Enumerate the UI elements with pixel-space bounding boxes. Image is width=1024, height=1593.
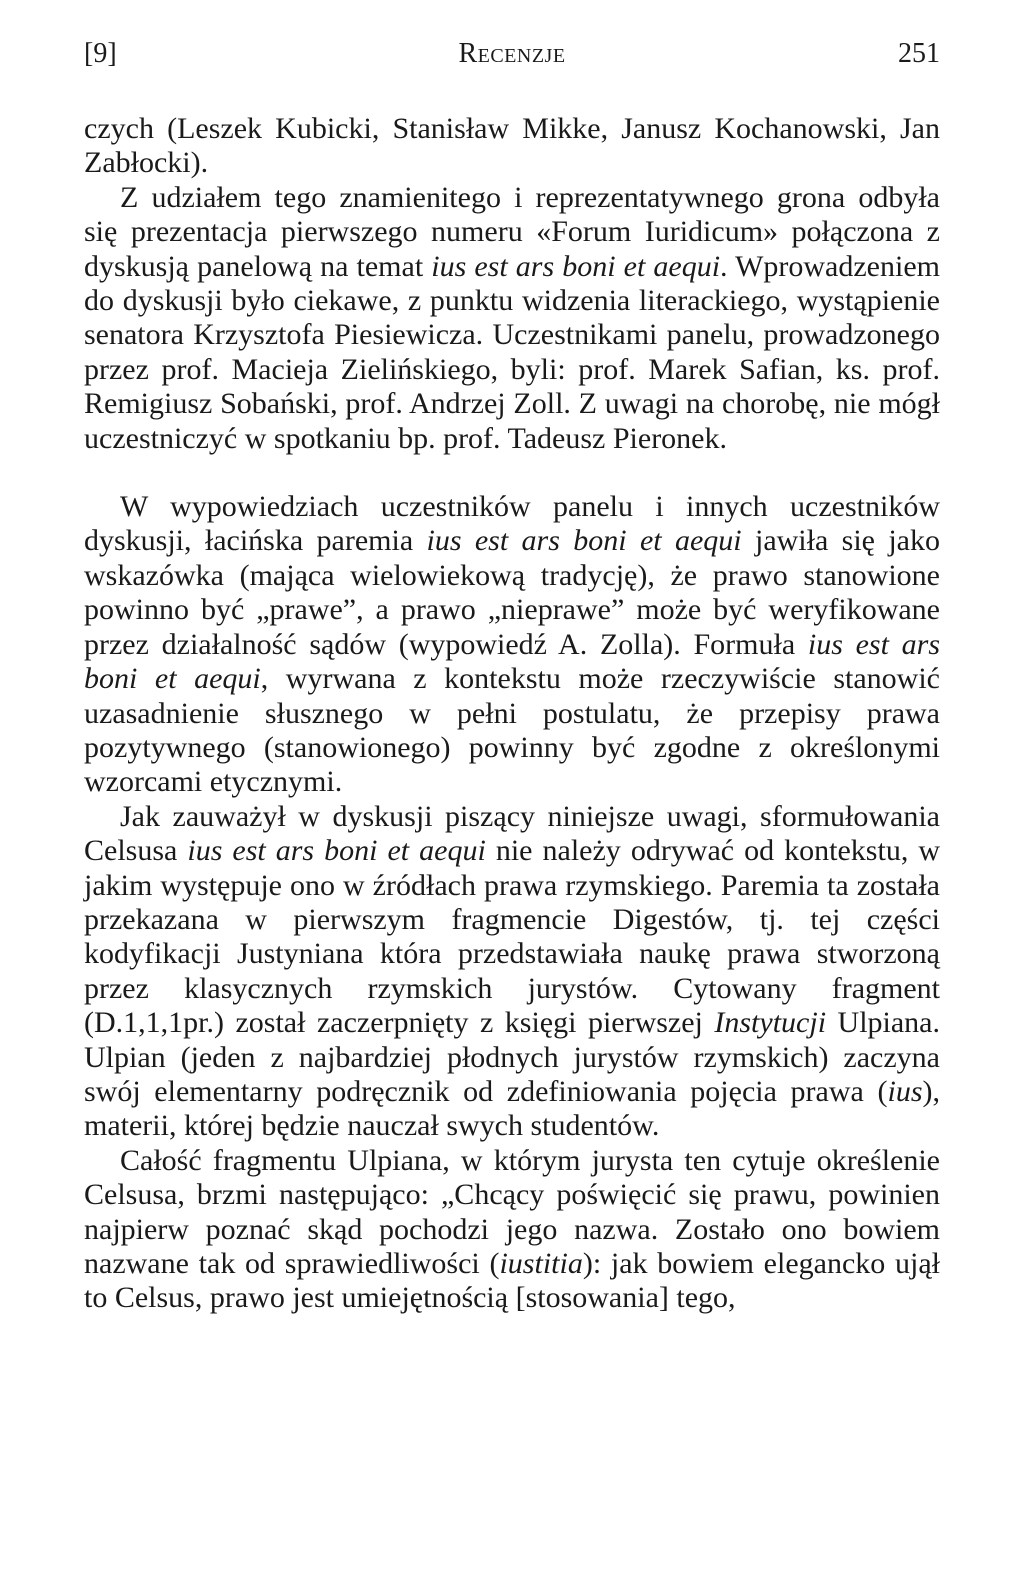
italic-phrase: iustitia — [499, 1247, 583, 1280]
running-head — [84, 34, 940, 74]
text-segment: . Wprowadzeniem do dyskusji było ciekawe, z punktu widzenia literackiego, wystąpienie senatora Krzysztofa Piesiewicza. Uczestnikami panelu, prowadzonego przez prof. Macieja Zielińskiego, byli: prof. Marek Safian, ks. prof. Remigiusz Sobański, prof. Andrzej Zoll. Z uwagi na chorobę, nie mógł uczestniczyć w spotkaniu bp. prof. Tadeusz Pieronek. — [84, 249, 940, 455]
text-segment: Całość fragmentu Ulpiana, w którym jurysta ten cytuje określenie Celsusa, brzmi następująco: „Chcący poświęcić się prawu, powinien najpierw poznać skąd pochodzi jego nazwa. Zostało ono bowiem nazwane tak od sprawiedliwości ( — [84, 1143, 940, 1280]
italic-phrase: ius est ars boni et aequi — [426, 524, 742, 558]
paragraph-1 — [84, 112, 940, 181]
italic-phrase: ius — [887, 1074, 923, 1108]
page-number: 251 — [898, 38, 940, 69]
text-segment: jawiła się jako wskazówka (mająca wielowiekową tradycję), że prawo stanowione powinno być „prawe”, a prawo „nieprawe” może być weryfikowane przez działalność sądów (wypowiedź A. Zolla). Formuła — [84, 524, 940, 661]
text-segment: Ulpiana. Ulpian (jeden z najbardziej płodnych jurystów rzymskich) zaczyna swój elementarny podręcznik od zdefiniowania pojęcia prawa ( — [84, 1006, 940, 1108]
paragraph-3 — [84, 490, 940, 800]
section-number: [9] — [84, 38, 117, 69]
italic-phrase: ius est ars boni et aequi — [84, 627, 940, 696]
italic-phrase: ius est ars boni et aequi — [431, 249, 721, 283]
paragraph-4 — [84, 800, 940, 1144]
running-title: Recenzje — [458, 38, 566, 69]
text-segment: nie należy odrywać od kontekstu, w jakim występuje ono w źródłach prawa rzymskiego. Paremia ta została przekazana w pierwszym fragmencie Digestów, tj. tej części kodyfikacji Justyniana która przedstawiała naukę prawa stworzoną przez klasycznych rzymskich jurystów. Cytowany fragment (D.1,1,1pr.) został zaczerpnięty z księgi pierwszej — [84, 834, 941, 1040]
text-segment: , wyrwana z kontekstu może rzeczywiście stanowić uzasadnienie słusznego w pełni postulatu, że przepisy prawa pozytywnego (stanowionego) powinny być zgodne z określonymi wzorcami etycznymi. — [84, 662, 940, 799]
text-segment: Z udziałem tego znamienitego i reprezentatywnego grona odbyła się prezentacja pierwszego numeru «Forum Iuridicum» połączona z dyskusją panelową na temat — [84, 180, 940, 283]
body-text — [84, 112, 940, 1316]
text-segment: ), materii, której będzie nauczał swych studentów. — [84, 1074, 940, 1143]
italic-phrase: Instytucji — [714, 1006, 827, 1040]
italic-phrase: ius est ars boni et aequi — [187, 834, 486, 868]
text-segment: ): jak bowiem elegancko ujął to Celsus, prawo jest umiejętnością [stosowania] tego, — [84, 1247, 940, 1315]
paragraph-5 — [84, 1144, 940, 1316]
paragraph-2 — [84, 181, 940, 456]
text-segment: Jak zauważył w dyskusji piszący niniejsze uwagi, sformułowania Celsusa — [84, 799, 940, 868]
text-segment: czych (Leszek Kubicki, Stanisław Mikke, Janusz Kochanowski, Jan Zabłocki). — [84, 112, 940, 180]
text-segment: W wypowiedziach uczestników panelu i innych uczestników dyskusji, łacińska paremia — [84, 490, 940, 558]
